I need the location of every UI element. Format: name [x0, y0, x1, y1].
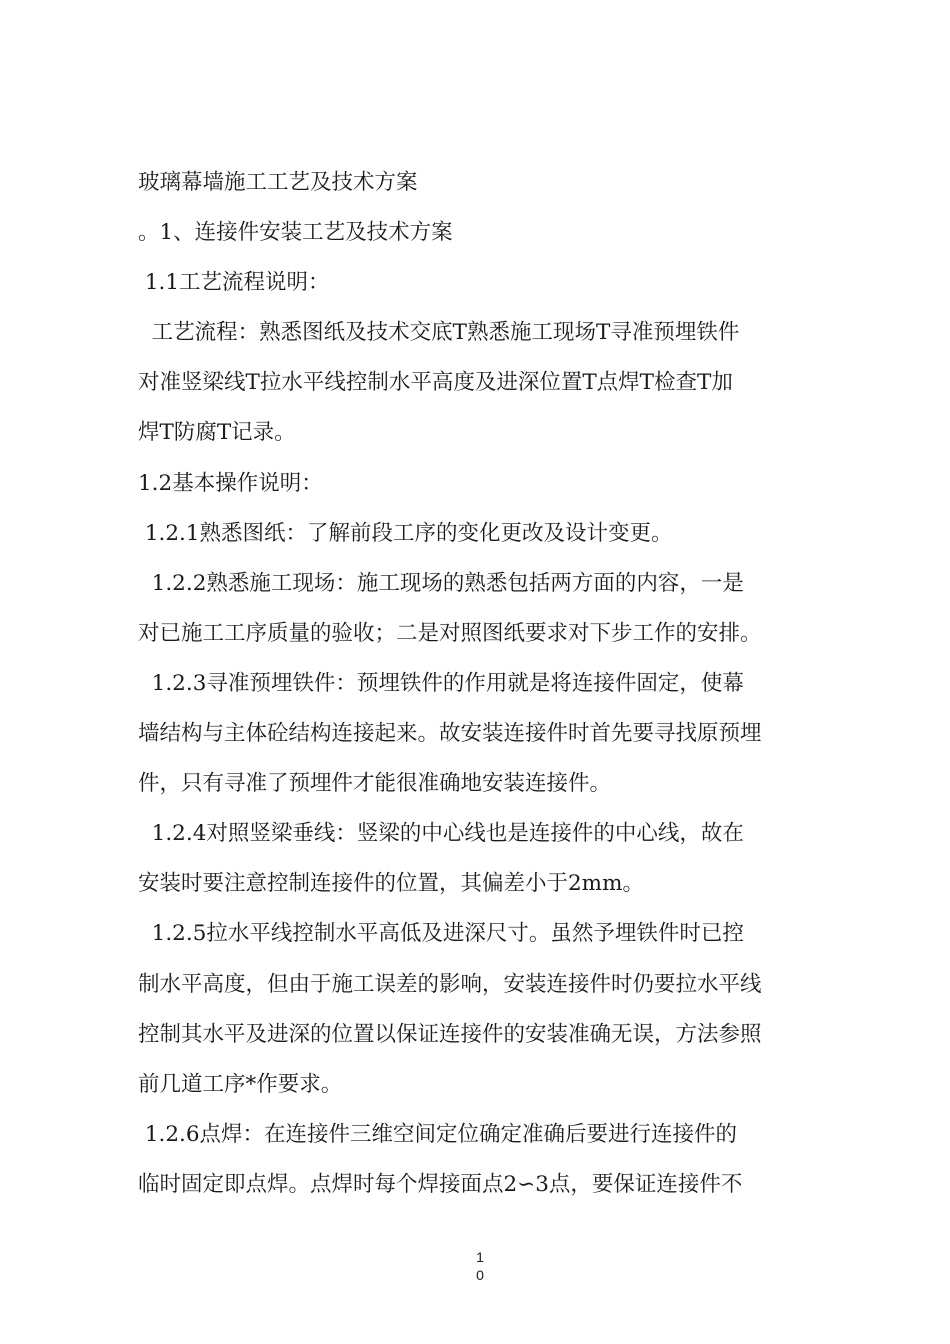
page-number-digit: 0	[476, 1267, 484, 1283]
paragraph-line: 1.2.3寻准预埋铁件：预埋铁件的作用就是将连接件固定，使幕	[138, 670, 744, 696]
paragraph-line: 控制其水平及进深的位置以保证连接件的安装准确无误，方法参照	[138, 1021, 762, 1047]
section-heading-1: 。1、连接件安装工艺及技术方案	[138, 220, 453, 246]
paragraph-line: 前几道工序*作要求。	[138, 1071, 343, 1097]
paragraph-line: 对已施工工序质量的验收；二是对照图纸要求对下步工作的安排。	[138, 620, 762, 646]
paragraph-line: 1.2.5拉水平线控制水平高低及进深尺寸。虽然予埋铁件时已控	[138, 921, 744, 947]
paragraph-line: 墙结构与主体砼结构连接起来。故安装连接件时首先要寻找原预埋	[138, 721, 762, 747]
paragraph-line: 工艺流程：熟悉图纸及技术交底T熟悉施工现场T寻准预埋铁件	[138, 320, 740, 346]
subsection-heading-1-1: 1.1工艺流程说明：	[138, 270, 330, 296]
paragraph-line: 制水平高度，但由于施工误差的影响，安装连接件时仍要拉水平线	[138, 971, 762, 997]
paragraph-line: 焊T防腐T记录。	[138, 420, 296, 446]
document-title: 玻璃幕墙施工工艺及技术方案	[138, 170, 418, 195]
paragraph-line: 1.2.1熟悉图纸：了解前段工序的变化更改及设计变更。	[138, 520, 673, 546]
paragraph-line: 1.2.6点焊：在连接件三维空间定位确定准确后要进行连接件的	[138, 1121, 738, 1147]
page-number-digit: 1	[476, 1249, 484, 1265]
paragraph-line: 临时固定即点焊。点焊时每个焊接面点2∽3点，要保证连接件不	[138, 1171, 743, 1197]
paragraph-line: 安装时要注意控制连接件的位置，其偏差小于2mm。	[138, 871, 644, 897]
paragraph-line: 件，只有寻准了预埋件才能很准确地安装连接件。	[138, 771, 612, 797]
paragraph-line: 对准竖梁线T拉水平线控制水平高度及进深位置T点焊T检查T加	[138, 370, 733, 396]
page-number	[470, 1248, 490, 1284]
subsection-heading-1-2: 1.2基本操作说明：	[138, 470, 323, 496]
paragraph-line: 1.2.2熟悉施工现场：施工现场的熟悉包括两方面的内容，一是	[138, 570, 744, 596]
paragraph-line: 1.2.4对照竖梁垂线：竖梁的中心线也是连接件的中心线，故在	[138, 821, 744, 847]
body-text	[138, 158, 828, 1210]
